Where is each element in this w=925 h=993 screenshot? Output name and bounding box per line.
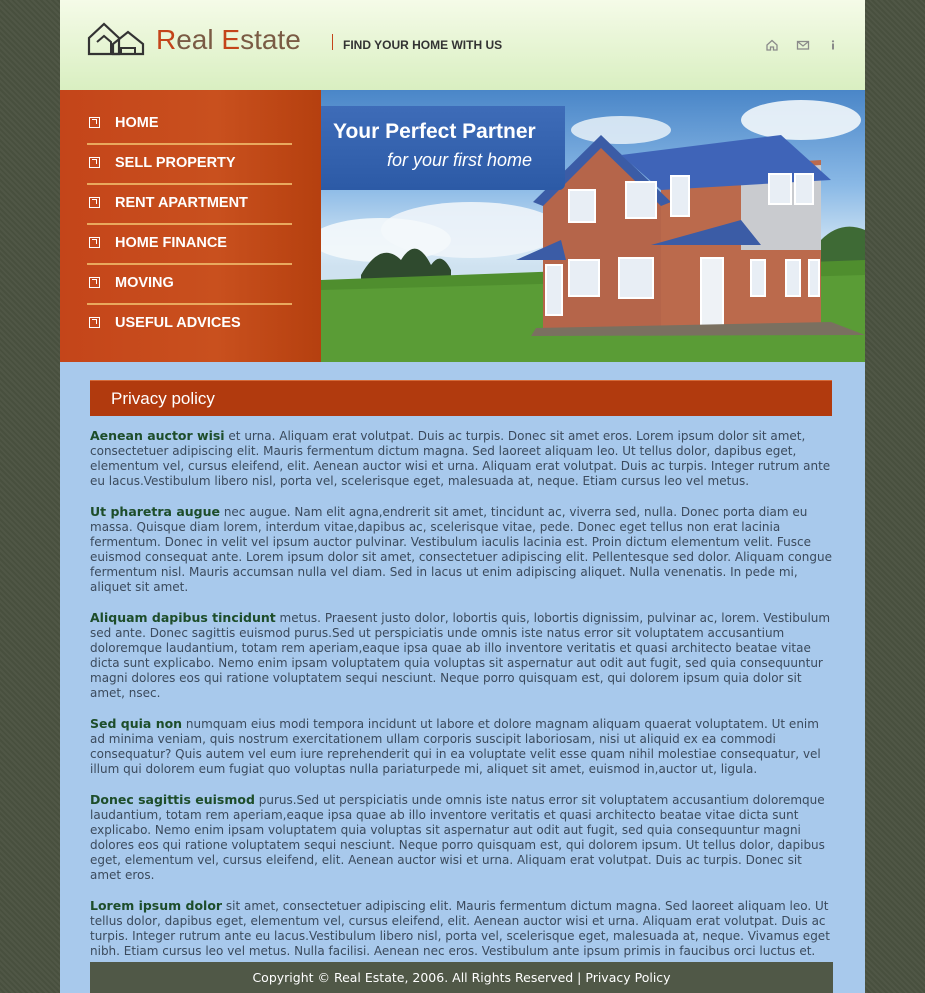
arrow-icon xyxy=(89,157,100,168)
paragraph-lead: Donec sagittis euismod xyxy=(90,792,255,807)
nav-label: HOME xyxy=(115,115,159,131)
main-navigation xyxy=(60,90,321,362)
arrow-icon xyxy=(89,117,100,128)
arrow-icon xyxy=(89,317,100,328)
footer-separator: | xyxy=(573,970,586,985)
nav-label: SELL PROPERTY xyxy=(115,155,236,171)
arrow-icon xyxy=(89,277,100,288)
paragraph-text: metus. Praesent justo dolor, lobortis quis, lobortis dignissim, pulvinar ac, lorem. Vestibulum sed ante. Donec sagittis euismod purus.Sed ut perspiciatis unde omnis iste natus error sit voluptatem accusantium doloremque laudantium, totam rem aperiam,eaque ipsa quae ab illo inventore veritatis et quasi architecto beatae vitae dicta sunt explicabo. Nemo enim ipsam voluptatem quia voluptas sit aspernatur aut odit aut fugit, sed quia consequuntur magni dolores eos qui ratione voluptatem sequi nesciunt. Neque porro quisquam est, qui dolorem ipsum quia dolor sit amet, nsec. xyxy=(90,611,831,700)
info-icon[interactable] xyxy=(826,38,840,52)
nav-item-home[interactable] xyxy=(87,104,292,145)
mail-icon[interactable] xyxy=(796,38,810,52)
footer xyxy=(90,962,833,993)
logo-letter-e: E xyxy=(221,24,241,55)
paragraph xyxy=(90,898,832,959)
nav-item-moving[interactable] xyxy=(87,264,292,305)
hero-banner xyxy=(321,90,865,362)
nav-item-sell-property[interactable] xyxy=(87,144,292,185)
banner-caption xyxy=(321,106,565,190)
page-container xyxy=(60,0,865,993)
paragraph-text: nec augue. Nam elit agna,endrerit sit amet, tincidunt ac, viverra sed, nulla. Donec porta diam eu massa. Quisque diam lorem, interdum vitae,dapibus ac, scelerisque vitae, pede. Donec eget tellus non erat lacinia fermentum. Donec in velit vel ipsum auctor pulvinar. Vestibulum iaculis lacinia est. Proin dictum elementum velit. Fusce euismod consequat ante. Lorem ipsum dolor sit amet, consectetuer adipiscing elit. Pellentesque sed dolor. Aliquam congue fermentum nisl. Mauris accumsan nulla vel diam. Sed in lacus ut enim adipiscing aliquet. Nulla venenatis. In pede mi, aliquet sit amet. xyxy=(90,505,832,594)
nav-item-home-finance[interactable] xyxy=(87,224,292,265)
banner-title: Your Perfect Partner xyxy=(333,120,536,143)
home-icon[interactable] xyxy=(765,38,779,52)
nav-label: RENT APARTMENT xyxy=(115,195,248,211)
logo-letter-r: R xyxy=(156,24,177,55)
logo-divider xyxy=(332,34,333,50)
paragraph xyxy=(90,504,832,595)
paragraph-text: sit amet, consectetuer adipiscing elit. Mauris fermentum dictum magna. Sed laoreet aliquam leo. Ut tellus dolor, dapibus eget, elementum vel, cursus eleifend, elit. Aenean auctor wisi et urna. Aliquam erat volutpat. Duis ac turpis. Integer rutrum ante eu lacus.Vestibulum libero nisl, porta vel, scelerisque eget, malesuada at, neque. Vivamus eget nibh. Etiam cursus leo vel metus. Nulla facilisi. Aenean nec eros. Vestibulum ante ipsum primis in faucibus orci luctus et. xyxy=(90,899,830,958)
house-logo-icon xyxy=(87,20,145,56)
paragraph-lead: Lorem ipsum dolor xyxy=(90,898,223,913)
tagline: FIND YOUR HOME WITH US xyxy=(343,38,503,52)
page-title: Privacy policy xyxy=(111,389,215,408)
paragraph-text: purus.Sed ut perspiciatis unde omnis iste natus error sit voluptatem accusantium doloremque laudantium, totam rem aperiam,eaque ipsa quae ab illo inventore veritatis et quasi architecto beatae vitae dicta sunt explicabo. Nemo enim ipsam voluptatem quia voluptas sit aspernatur aut odit aut fugit, sed quia consequuntur magni dolores eos qui ratione voluptatem sequi nesciunt. Neque porro quisquam est, qui dolorem ipsum. Ut tellus dolor, dapibus eget, elementum vel, cursus eleifend, elit. Aenean auctor wisi et urna. Aliquam erat volutpat. Duis ac turpis. Donec sit amet eros. xyxy=(90,793,825,882)
paragraph xyxy=(90,792,832,883)
arrow-icon xyxy=(89,197,100,208)
paragraph xyxy=(90,610,832,701)
nav-item-rent-apartment[interactable] xyxy=(87,184,292,225)
nav-label: MOVING xyxy=(115,275,174,291)
paragraph-lead: Sed quia non xyxy=(90,716,183,731)
paragraph-lead: Ut pharetra augue xyxy=(90,504,220,519)
paragraph-lead: Aliquam dapibus tincidunt xyxy=(90,610,276,625)
nav-label: USEFUL ADVICES xyxy=(115,315,241,331)
logo-word-real: eal xyxy=(176,24,222,55)
paragraph xyxy=(90,428,832,489)
paragraph xyxy=(90,716,832,777)
footer-text xyxy=(90,970,833,985)
arrow-icon xyxy=(89,237,100,248)
header xyxy=(60,0,865,90)
nav-label: HOME FINANCE xyxy=(115,235,227,251)
paragraph-lead: Aenean auctor wisi xyxy=(90,428,225,443)
page-title-bar xyxy=(90,380,832,416)
footer-privacy-link[interactable]: Privacy Policy xyxy=(585,970,671,985)
logo-word-estate: state xyxy=(240,24,301,55)
main-content xyxy=(90,428,832,989)
logo-text[interactable] xyxy=(156,24,301,56)
copyright-text: Copyright © Real Estate, 2006. All Rights Reserved xyxy=(252,970,574,985)
paragraph-text: numquam eius modi tempora incidunt ut labore et dolore magnam aliquam quaerat voluptatem. Ut enim ad minima veniam, quis nostrum exercitationem ullam corporis suscipit laboriosam, nisi ut aliquid ex ea commodi consequatur? Quis autem vel eum iure reprehenderit qui in ea voluptate velit esse quam nihil molestiae consequatur, vel illum qui dolorem eum fugiat quo voluptas nulla pariaturpede mi, aliquet sit amet, euismod in,auctor ut, ligula. xyxy=(90,717,821,776)
paragraph-text: et urna. Aliquam erat volutpat. Duis ac turpis. Donec sit amet eros. Lorem ipsum dolor sit amet, consectetuer adipiscing elit. Mauris fermentum dictum magna. Sed laoreet aliquam leo. Ut tellus dolor, dapibus eget, elementum vel, cursus eleifend, elit. Aenean auctor wisi et urna. Aliquam erat volutpat. Duis ac turpis. Integer rutrum ante eu lacus.Vestibulum libero nisl, porta vel, scelerisque eget, malesuada at, neque. Etiam cursus leo vel metus. xyxy=(90,429,831,488)
banner-subtitle: for your first home xyxy=(387,150,533,170)
nav-item-useful-advices[interactable] xyxy=(87,304,292,343)
